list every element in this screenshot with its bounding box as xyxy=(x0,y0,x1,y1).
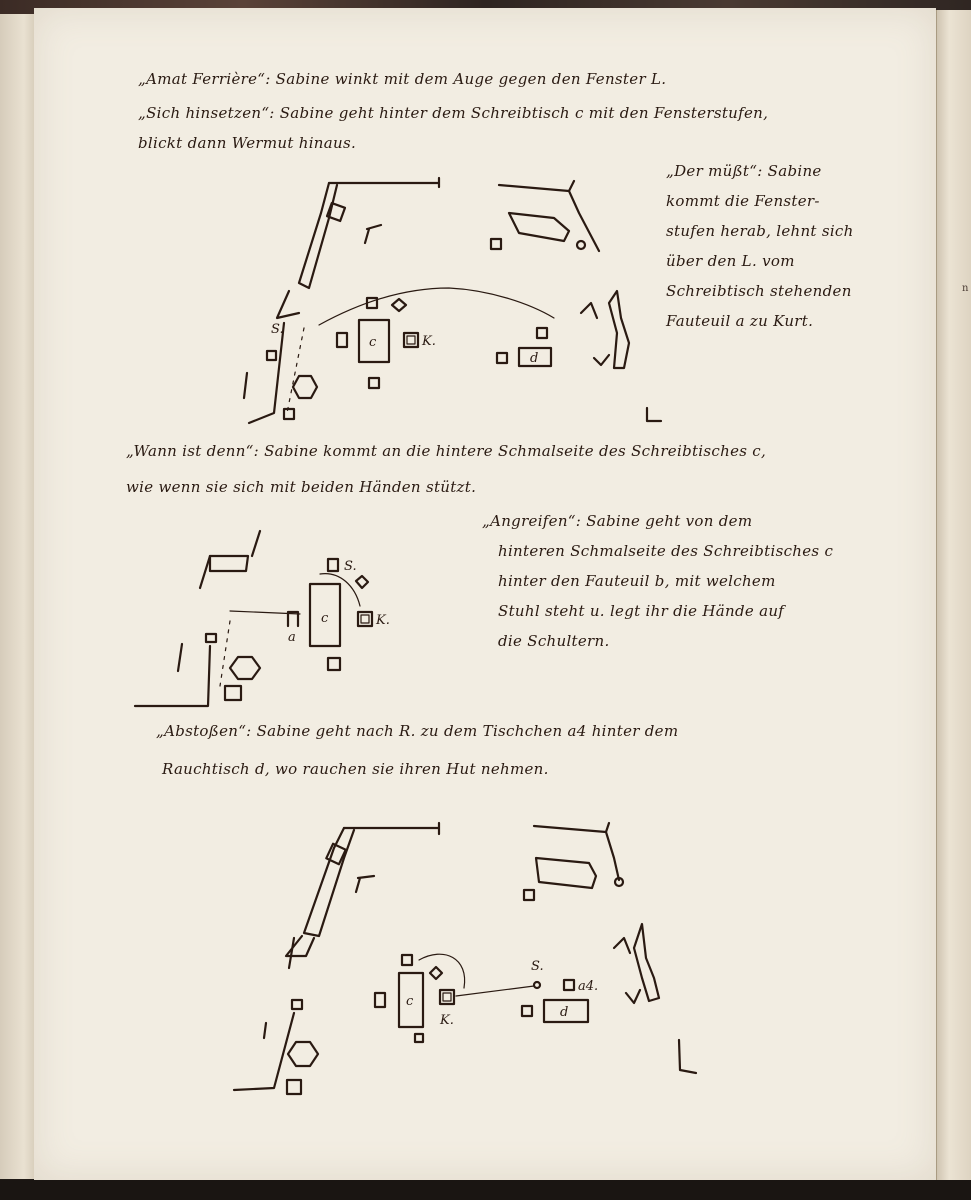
section-2-line-1: „Wann ist denn“: Sabine kommt an die hintere Schmalseite des Schreibtisches c, xyxy=(126,442,767,460)
chair-top-c-3 xyxy=(402,955,412,965)
chair-left-d xyxy=(497,353,507,363)
chair-a xyxy=(581,303,597,318)
chair-3 xyxy=(356,876,374,892)
section-1-line-1: „Amat Ferrière“: Sabine winkt mit dem Auge gegen den Fenster L. xyxy=(138,70,667,88)
chair-a-3 xyxy=(614,938,630,953)
section-3-line-2: hinteren Schmalseite des Schreibtisches c xyxy=(498,542,834,560)
platform-3 xyxy=(286,936,314,956)
stool xyxy=(392,299,406,311)
platform xyxy=(277,291,299,318)
stair-edge-2 xyxy=(200,556,210,588)
fauteuil-a-label: a xyxy=(288,630,296,645)
door-left xyxy=(244,373,247,398)
round-stool xyxy=(577,241,585,249)
table-c-label-3: c xyxy=(406,994,414,1009)
section-4-line-2: Rauchtisch d, wo rauchen sie ihren Hut nehmen. xyxy=(162,760,549,778)
small-table-3 xyxy=(287,1080,301,1094)
chair-right-3 xyxy=(524,890,534,900)
dotted-path-2 xyxy=(220,621,230,686)
chair-right-c xyxy=(404,333,418,347)
small-chair-1 xyxy=(267,351,276,360)
table-d-label-3: d xyxy=(560,1005,569,1020)
section-3-line-1: „Angreifen“: Sabine geht von dem xyxy=(482,512,753,530)
section-3-line-4: Stuhl steht u. legt ihr die Hände auf xyxy=(498,602,785,620)
note-right-line-3: stufen herab, lehnt sich xyxy=(666,222,854,240)
path-line-3 xyxy=(456,986,534,996)
curved-wall-3 xyxy=(634,924,659,1001)
chair-right-c-2-inner xyxy=(361,615,369,623)
right-page-edge xyxy=(936,10,971,1182)
chair-right-c-2 xyxy=(358,612,372,626)
chair-bottom-c-3 xyxy=(415,1034,423,1042)
table-c-label: c xyxy=(369,335,377,350)
sabine-label-3: S. xyxy=(531,959,544,974)
path-line xyxy=(319,288,554,325)
small-chair-3 xyxy=(206,634,216,642)
table-d-label: d xyxy=(530,351,539,366)
platform-2 xyxy=(210,531,260,571)
hexagon-table-3 xyxy=(288,1042,318,1066)
chair-bottom-c xyxy=(369,378,379,388)
staircase-3 xyxy=(304,828,354,936)
wall-top-left-3 xyxy=(344,823,439,834)
section-1-line-2: „Sich hinsetzen“: Sabine geht hinter dem Schreibtisch c mit den Fensterstufen, xyxy=(138,104,769,122)
stage-plan-2 xyxy=(130,526,430,716)
chair-right-c-inner xyxy=(407,336,415,344)
small-chair-2 xyxy=(284,409,294,419)
note-right-line-1: „Der müßt“: Sabine xyxy=(666,162,822,180)
item-a4-box xyxy=(564,980,574,990)
section-4-line-1: „Abstoßen“: Sabine geht nach R. zu dem Tischchen a4 hinter dem xyxy=(156,722,679,740)
kurt-label-3: K. xyxy=(440,1013,454,1028)
stool-3 xyxy=(430,967,442,979)
stage-plan-1 xyxy=(229,173,649,433)
kurt-label-1: K. xyxy=(422,334,436,349)
table-c-label-2: c xyxy=(321,611,329,626)
staircase xyxy=(299,183,337,288)
note-right-line-6: Fauteuil a zu Kurt. xyxy=(666,312,814,330)
sabine-position-3 xyxy=(534,982,540,988)
chair-right-c-3-inner xyxy=(443,993,451,1001)
chair-left-c xyxy=(337,333,347,347)
hexagon-table xyxy=(293,376,317,398)
chair-b-3 xyxy=(626,990,640,1003)
chair-bottom-c-2 xyxy=(328,658,340,670)
section-2-line-2: wie wenn sie sich mit beiden Händen stützt. xyxy=(126,478,477,496)
curved-wall xyxy=(609,291,629,368)
stage-plan-2-drawing xyxy=(130,526,430,716)
chair-top-c-2 xyxy=(328,559,338,571)
small-table-2 xyxy=(225,686,241,700)
chair-right-c-3 xyxy=(440,990,454,1004)
chair-left-d-3 xyxy=(522,1006,532,1016)
wall-top-left xyxy=(329,178,439,187)
dotted-path xyxy=(287,328,304,413)
chair-left-c-3 xyxy=(375,993,385,1007)
book-shadow-bottom xyxy=(0,1180,971,1200)
chair-top-d xyxy=(537,328,547,338)
left-wall-2 xyxy=(135,646,210,706)
stage-plan-1-drawing xyxy=(229,173,649,433)
kurt-label-2: K. xyxy=(376,613,390,628)
item-a4-label: a4. xyxy=(578,979,599,994)
chair-b xyxy=(594,355,609,365)
section-3-line-3: hinter den Fauteuil b, mit welchem xyxy=(498,572,776,590)
stage-plan-3 xyxy=(194,818,674,1108)
door-right xyxy=(647,408,661,421)
door-right-3 xyxy=(679,1040,696,1073)
curve-3 xyxy=(419,954,465,988)
manuscript-page xyxy=(34,8,936,1180)
note-right-line-2: kommt die Fenster- xyxy=(666,192,820,210)
left-wall-3 xyxy=(234,1013,294,1090)
door-left-2 xyxy=(178,644,182,671)
wall-top-right-3 xyxy=(534,823,619,880)
note-right-line-5: Schreibtisch stehenden xyxy=(666,282,852,300)
small-chair-4 xyxy=(292,1000,302,1009)
door-left-3 xyxy=(264,1023,266,1038)
step-box xyxy=(327,203,345,221)
chair-right-1 xyxy=(491,239,501,249)
sofa-right-3 xyxy=(536,858,596,888)
sabine-label-1: S. xyxy=(271,322,284,337)
sabine-label-2: S. xyxy=(344,559,357,574)
left-wall xyxy=(249,323,284,423)
note-right-line-4: über den L. vom xyxy=(666,252,795,270)
section-3-line-5: die Schultern. xyxy=(498,632,610,650)
section-1-line-3: blickt dann Wermut hinaus. xyxy=(138,134,357,152)
right-page-mark: n xyxy=(962,283,969,294)
sofa-right xyxy=(509,213,569,241)
stool-2 xyxy=(356,576,368,588)
wall-top-right xyxy=(499,181,599,251)
hexagon-table-2 xyxy=(230,657,260,679)
stage-plan-3-drawing xyxy=(194,818,674,1108)
chair-1 xyxy=(365,225,381,243)
